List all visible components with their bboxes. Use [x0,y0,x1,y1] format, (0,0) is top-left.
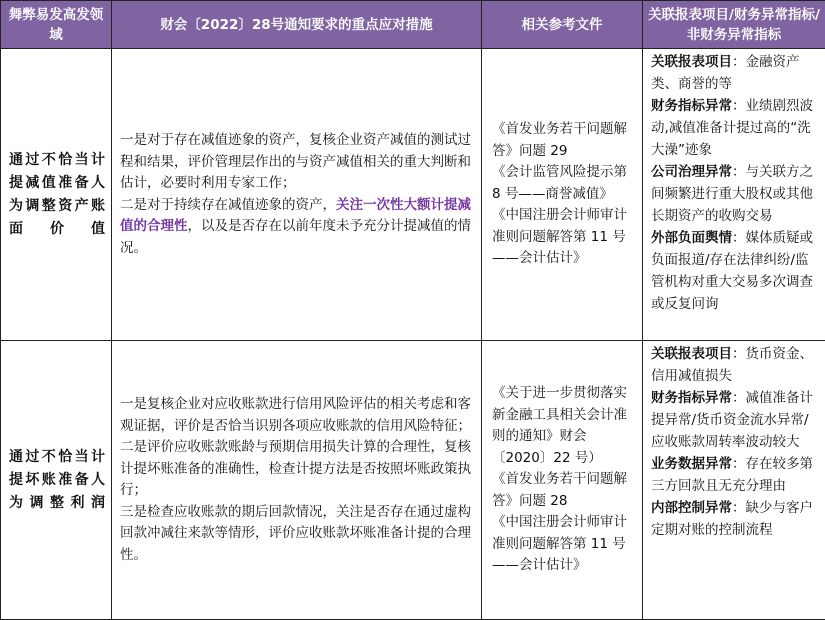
reference-item: 《中国注册会计师审计准则问题解答第 11 号——会计估计》 [492,205,636,270]
reference-docs-cell [482,49,643,341]
indicator-item [651,387,819,453]
indicator-value: ：减值准备计提异常/货币资金流水异常/应收账款周转率波动较大 [651,390,813,450]
indicator-item [651,227,819,315]
indicators-cell [643,49,825,341]
fraud-area-cell: 通过不恰当计提减值准备人为调整资产账面价值 [1,49,112,341]
measure-paragraph: 二是评价应收账款账龄与预期信用损失计算的合理性，复核计提坏账准备的准确性，检查计提方法是否按照坏账政策执行； [120,437,473,502]
indicator-key: 内部控制异常 [651,500,732,516]
indicator-item [651,497,819,541]
header-measures: 财会〔2022〕28号通知要求的重点应对措施 [112,1,482,49]
indicator-item [651,51,819,95]
indicator-value: ：媒体质疑或负面报道/存在法律纠纷/监管机构对重大交易多次调查或反复问询 [651,230,813,312]
indicator-item [651,453,819,497]
header-indicators: 关联报表项目/财务异常指标/非财务异常指标 [643,1,825,49]
reference-item: 《会计监管风险提示第 8 号——商誉减值》 [492,162,636,205]
table-row [1,49,825,341]
measures-cell [112,341,482,620]
indicator-item [651,95,819,161]
indicator-value: ：货币资金、信用减值损失 [651,346,813,384]
indicator-key: 关联报表项目 [651,54,732,70]
indicator-key: 财务指标异常 [651,390,732,406]
indicator-key: 外部负面舆情 [651,230,732,246]
indicator-key: 公司治理异常 [651,164,732,180]
measure-text: 二是对于持续存在减值迹象的资产， [120,197,336,213]
indicator-value: ：缺少与客户定期对账的控制流程 [651,500,813,538]
indicator-value: ：业绩剧烈波动,减值准备计提过高的“洗大澡”迹象 [651,98,813,158]
fraud-area-cell: 通过不恰当计提坏账准备人为调整利润 [1,341,112,620]
indicators-cell [643,341,825,620]
reference-item: 《中国注册会计师审计准则问题解答第 11 号——会计估计》 [492,512,636,577]
indicator-value: ：与关联方之间频繁进行重大股权或其他长期资产的收购交易 [651,164,813,224]
reference-item: 《首发业务若干问题解答》问题 29 [492,119,636,162]
table-row [1,341,825,620]
measure-paragraph: 一是对于存在减值迹象的资产，复核企业资产减值的测试过程和结果，评价管理层作出的与资产减值相关的重大判断和估计，必要时利用专家工作； [120,130,473,195]
reference-docs-cell [482,341,643,620]
measure-paragraph: 一是复核企业对应收账款进行信用风险评估的相关考虑和客观证据，评价是否恰当识别各项应收账款的信用风险特征； [120,394,473,437]
indicator-value: ：金融资产类、商誉的等 [651,54,800,92]
reference-item: 《首发业务若干问题解答》问题 28 [492,469,636,512]
measures-cell [112,49,482,341]
table-header-row [1,1,825,49]
indicator-value: ：存在较多第三方回款且无充分理由 [651,456,813,494]
indicator-item [651,161,819,227]
measure-paragraph [120,195,473,260]
indicator-key: 关联报表项目 [651,346,732,362]
indicator-key: 业务数据异常 [651,456,732,472]
measure-paragraph: 三是检查应收账款的期后回款情况，关注是否存在通过虚构回款冲减往来款等情形，评价应收账款坏账准备计提的合理性。 [120,502,473,567]
header-reference-docs: 相关参考文件 [482,1,643,49]
indicator-item [651,343,819,387]
measure-text: ，以及是否存在以前年度未予充分计提减值的情况。 [120,218,471,256]
header-fraud-area: 舞弊易发高发领域 [1,1,112,49]
indicator-key: 财务指标异常 [651,98,732,114]
reference-item: 《关于进一步贯彻落实新金融工具相关会计准则的通知》财会〔2020〕22 号） [492,383,636,469]
highlight-text: 关注一次性大额计提减值的合理性 [120,197,471,235]
